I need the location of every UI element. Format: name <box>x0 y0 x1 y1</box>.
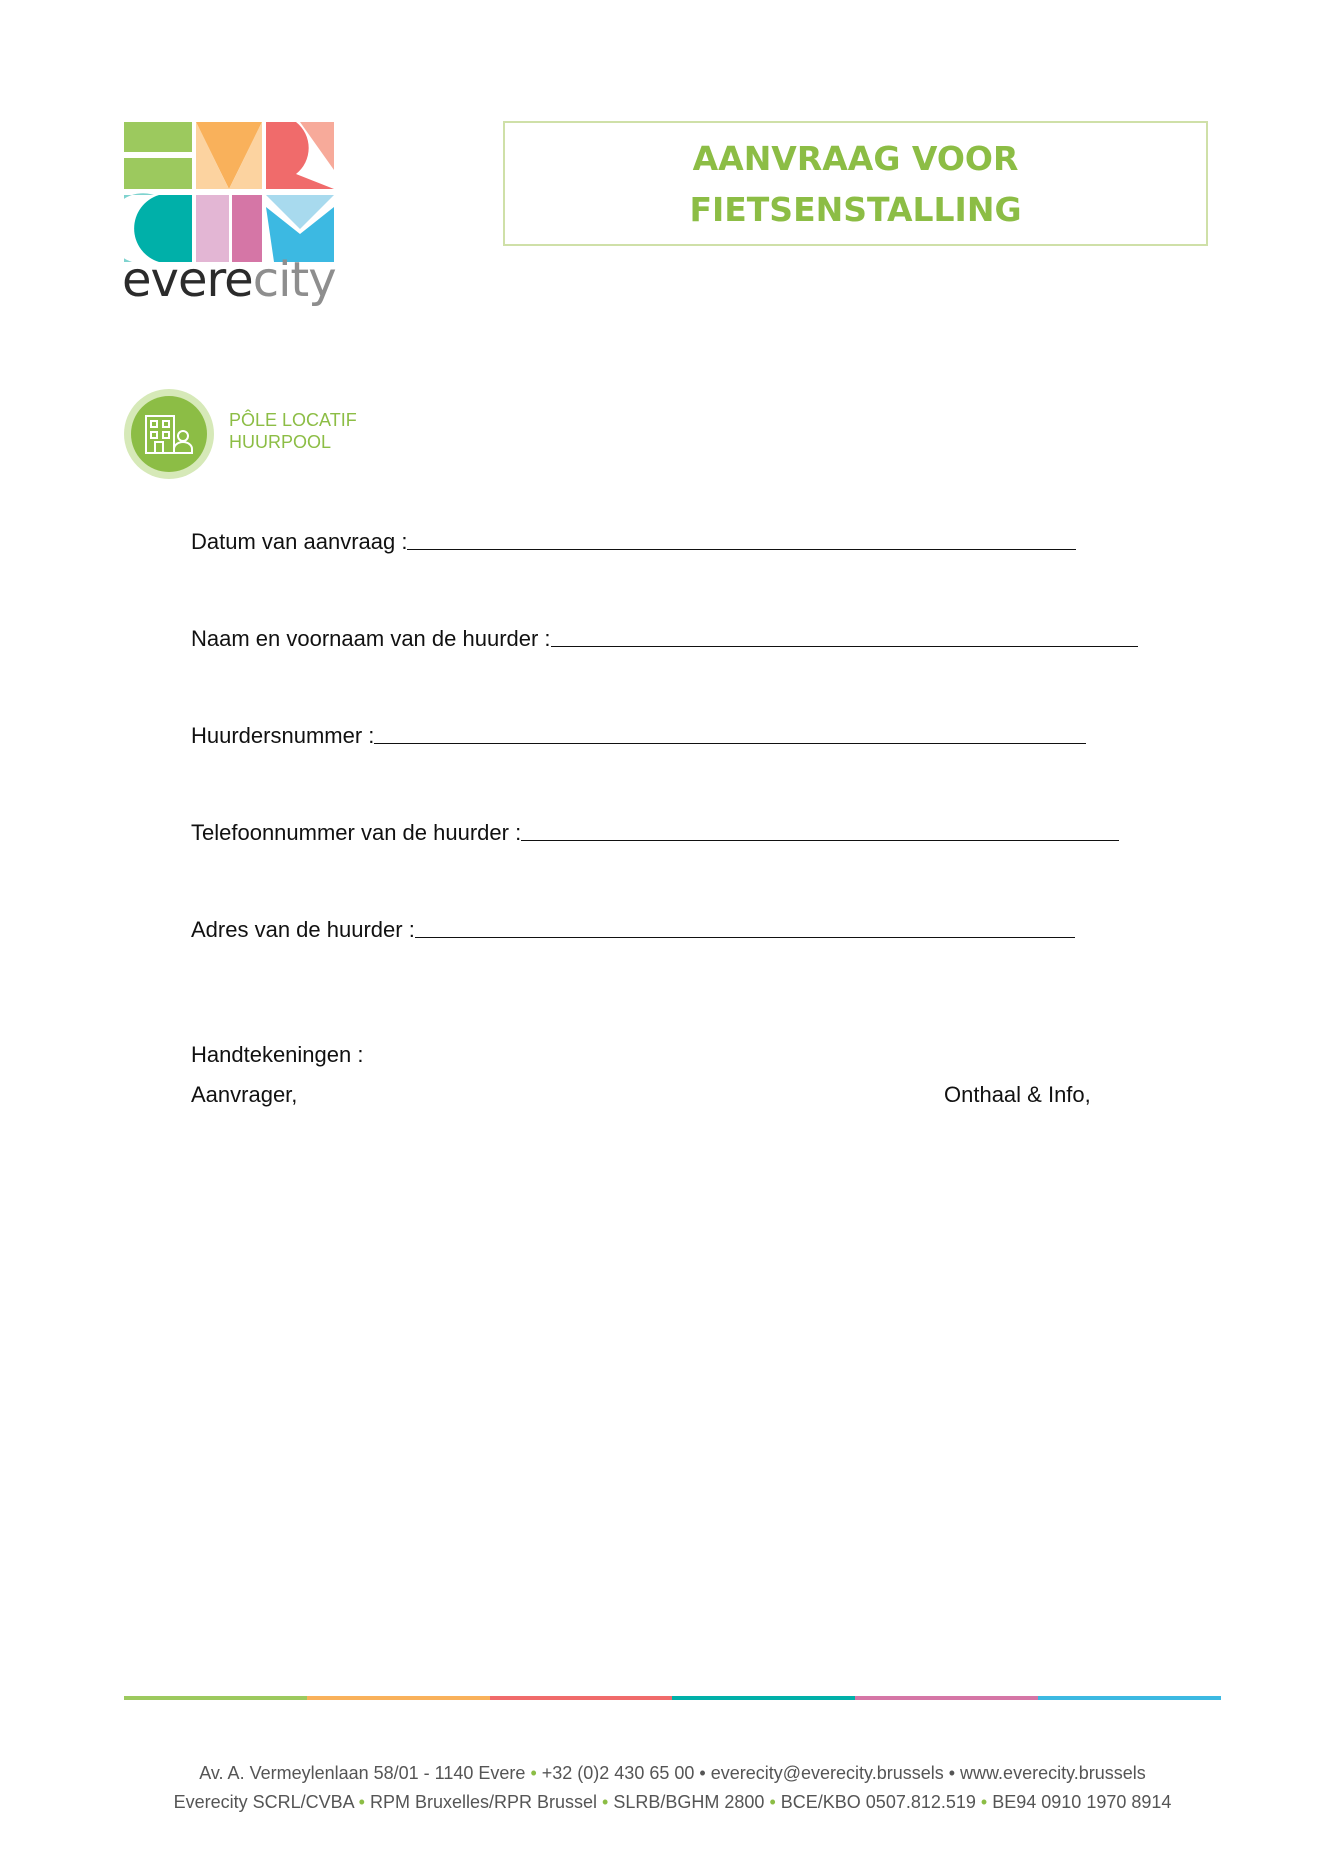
everecity-logo <box>124 122 334 262</box>
footer-bce: BCE/KBO 0507.812.519 <box>780 1792 976 1812</box>
fill-line[interactable] <box>374 723 1086 744</box>
building-person-icon <box>124 389 214 479</box>
footer-website[interactable]: www.everecity.brussels <box>960 1763 1146 1783</box>
logo-wordmark <box>122 252 336 308</box>
footer-bar-segment <box>307 1696 490 1700</box>
pole-label <box>229 409 357 453</box>
footer-bar-segment <box>490 1696 673 1700</box>
footer-contact-line: Av. A. Vermeylenlaan 58/01 - 1140 Evere • +32 (0)2 430 65 00 • everecity@everecity.brussels • www.everecity.brussels <box>199 1763 1146 1783</box>
signatures-heading: Handtekeningen : <box>191 1042 364 1067</box>
signature-reception-label: Onthaal & Info, <box>944 1082 1091 1107</box>
title-line-2: FIETSENSTALLING <box>689 189 1022 229</box>
field-tenant-address <box>191 916 1075 944</box>
title-box <box>503 121 1208 246</box>
fill-line[interactable] <box>415 917 1075 938</box>
pole-label-fr: PÔLE LOCATIF <box>229 410 357 430</box>
field-tenant-number <box>191 722 1086 750</box>
footer-bar-segment <box>124 1696 307 1700</box>
field-tenant-name <box>191 625 1138 653</box>
field-label: Telefoonnummer van de huurder : <box>191 820 522 845</box>
footer-email[interactable]: everecity@everecity.brussels <box>710 1763 944 1783</box>
footer-legal-line: Everecity SCRL/CVBA • RPM Bruxelles/RPR Brussel • SLRB/BGHM 2800 • BCE/KBO 0507.812.519 • BE94 0910 1970 8914 <box>173 1792 1172 1812</box>
footer-rpm: RPM Bruxelles/RPR Brussel <box>369 1792 598 1812</box>
field-label: Huurdersnummer : <box>191 723 375 748</box>
footer-slrb: SLRB/BGHM 2800 <box>613 1792 765 1812</box>
footer-company: Everecity SCRL/CVBA <box>173 1792 354 1812</box>
footer-bar-segment <box>855 1696 1038 1700</box>
footer-iban: BE94 0910 1970 8914 <box>992 1792 1172 1812</box>
footer-color-bar <box>124 1696 1221 1700</box>
field-label: Datum van aanvraag : <box>191 529 408 554</box>
field-tenant-phone <box>191 819 1119 847</box>
footer-phone: +32 (0)2 430 65 00 <box>541 1763 695 1783</box>
field-request-date <box>191 528 1076 556</box>
logo-text-evere: evere <box>122 252 253 308</box>
signature-applicant-label: Aanvrager, <box>191 1082 298 1107</box>
field-label: Adres van de huurder : <box>191 917 415 942</box>
fill-line[interactable] <box>521 820 1119 841</box>
footer-bar-segment <box>1038 1696 1221 1700</box>
footer-address: Av. A. Vermeylenlaan 58/01 - 1140 Evere <box>199 1763 526 1783</box>
field-label: Naam en voornaam van de huurder : <box>191 626 551 651</box>
pole-label-nl: HUURPOOL <box>229 432 332 452</box>
logo-text-city: city <box>252 252 336 308</box>
footer-bar-segment <box>672 1696 855 1700</box>
title-line-1: AANVRAAG VOOR <box>692 138 1019 178</box>
fill-line[interactable] <box>407 529 1076 550</box>
fill-line[interactable] <box>551 626 1138 647</box>
